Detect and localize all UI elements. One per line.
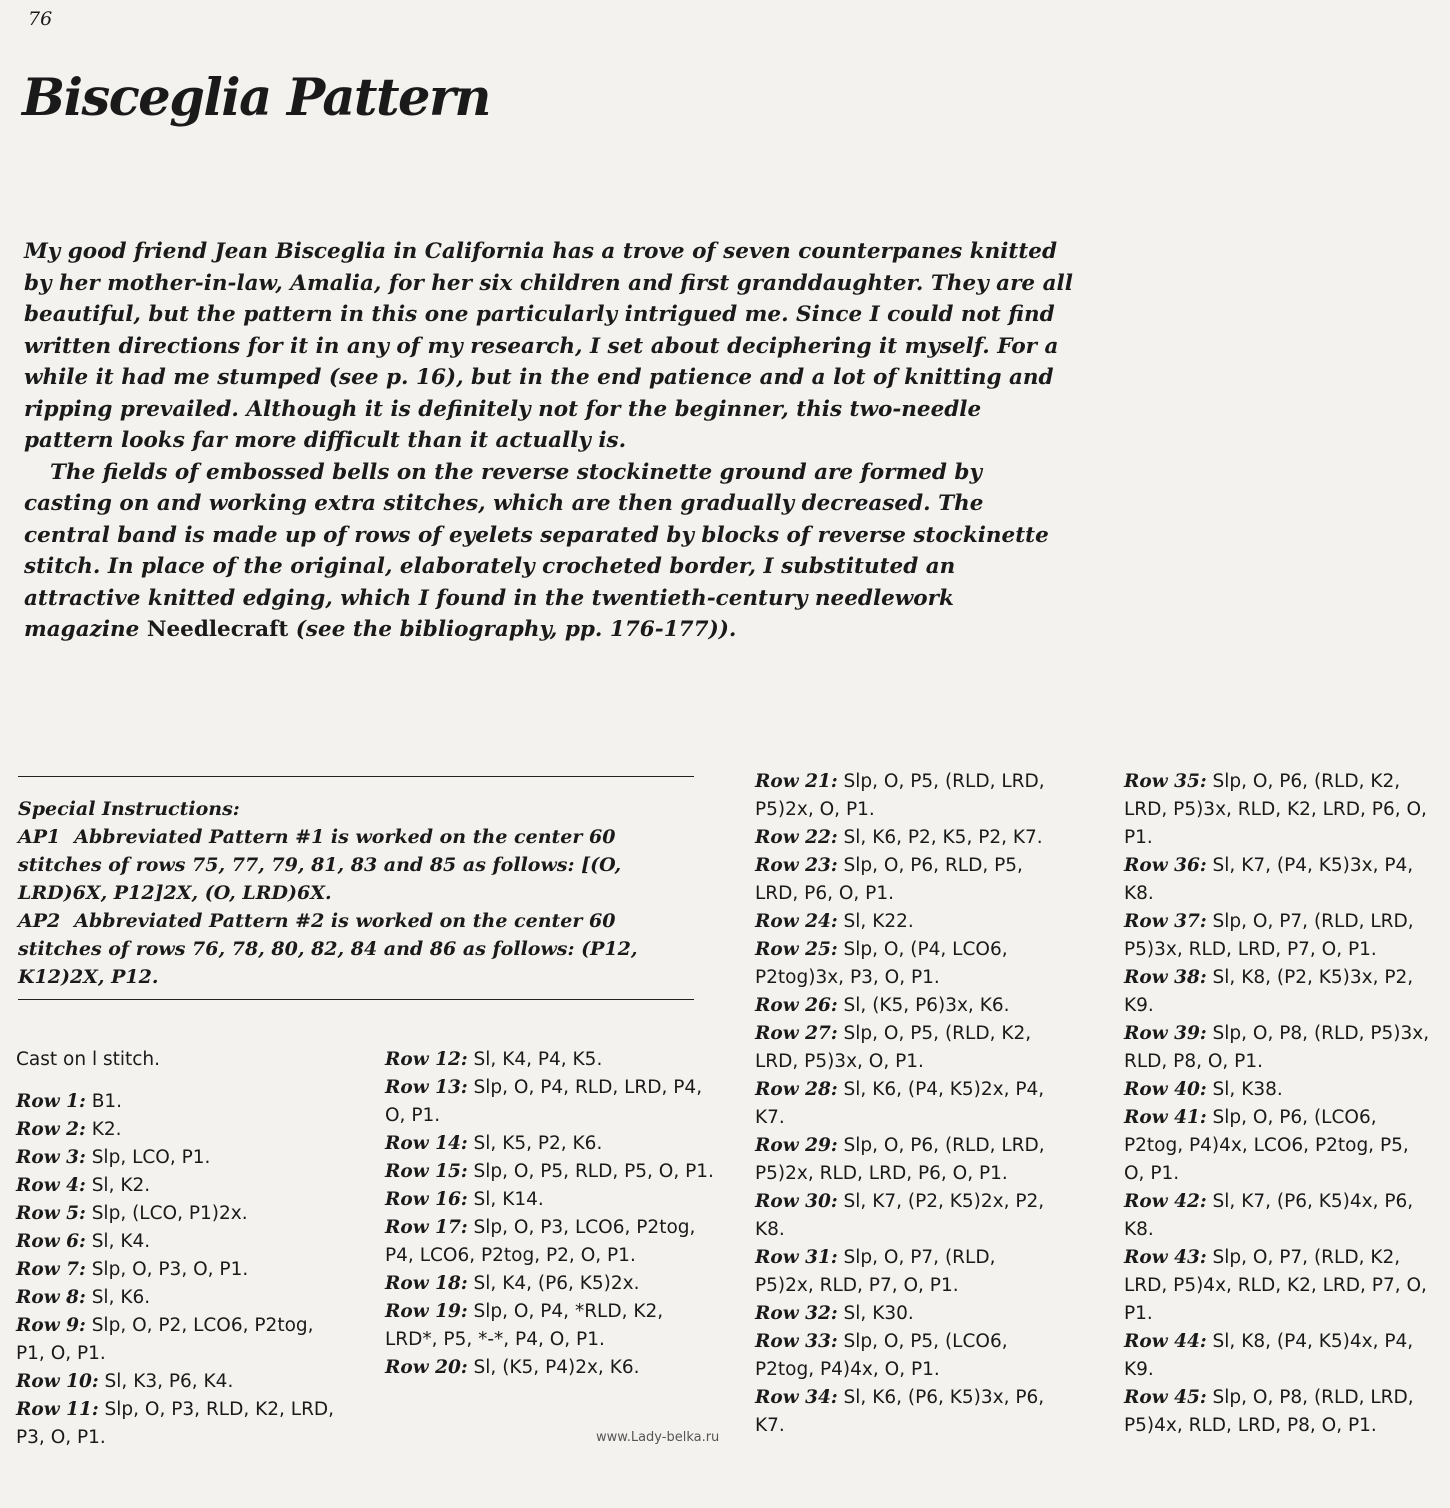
divider-bottom bbox=[18, 999, 694, 1000]
row-instruction: Row 29: Slp, O, P6, (RLD, LRD, P5)2x, RLD, LRD, P6, O, P1. bbox=[755, 1135, 1045, 1184]
rows-column-3 bbox=[755, 768, 1055, 1440]
row-instruction: Row 9: Slp, O, P2, LCO6, P2tog, P1, O, P1. bbox=[16, 1315, 314, 1364]
row-instruction: Row 19: Slp, O, P4, *RLD, K2, LRD*, P5, *-*, P4, O, P1. bbox=[385, 1301, 664, 1350]
row-instruction: Row 10: Sl, K3, P6, K4. bbox=[16, 1371, 234, 1392]
row-instruction: Row 24: Sl, K22. bbox=[755, 911, 914, 932]
intro-text bbox=[24, 236, 1074, 646]
cast-on-instruction: Cast on l stitch. bbox=[16, 1049, 161, 1070]
row-instruction: Row 16: Sl, K14. bbox=[385, 1189, 544, 1210]
row-instruction: Row 23: Slp, O, P6, RLD, P5, LRD, P6, O, P1. bbox=[755, 855, 1023, 904]
row-instruction: Row 4: Sl, K2. bbox=[16, 1175, 151, 1196]
magazine-title: Needlecraft bbox=[146, 617, 289, 642]
row-instruction: Row 21: Slp, O, P5, (RLD, LRD, P5)2x, O, P1. bbox=[755, 771, 1045, 820]
row-instruction: Row 8: Sl, K6. bbox=[16, 1287, 151, 1308]
rows-column-2 bbox=[385, 1046, 715, 1382]
row-instruction: Row 35: Slp, O, P6, (RLD, K2, LRD, P5)3x, RLD, K2, LRD, P6, O, P1. bbox=[1124, 771, 1427, 848]
rows-column-1 bbox=[16, 1046, 346, 1452]
row-instruction: Row 15: Slp, O, P5, RLD, P5, O, P1. bbox=[385, 1161, 714, 1182]
row-instruction: Row 11: Slp, O, P3, RLD, K2, LRD, P3, O, P1. bbox=[16, 1399, 335, 1448]
row-instruction: Row 20: Sl, (K5, P4)2x, K6. bbox=[385, 1357, 640, 1378]
row-instruction: Row 5: Slp, (LCO, P1)2x. bbox=[16, 1203, 248, 1224]
row-instruction: Row 26: Sl, (K5, P6)3x, K6. bbox=[755, 995, 1010, 1016]
row-instruction: Row 17: Slp, O, P3, LCO6, P2tog, P4, LCO6, P2tog, P2, O, P1. bbox=[385, 1217, 696, 1266]
row-instruction: Row 13: Slp, O, P4, RLD, LRD, P4, O, P1. bbox=[385, 1077, 703, 1126]
row-instruction: Row 6: Sl, K4. bbox=[16, 1231, 151, 1252]
row-instruction: Row 14: Sl, K5, P2, K6. bbox=[385, 1133, 603, 1154]
page-number: 76 bbox=[28, 8, 53, 30]
row-instruction: Row 41: Slp, O, P6, (LCO6, P2tog, P4)4x, LCO6, P2tog, P5, O, P1. bbox=[1124, 1107, 1409, 1184]
row-instruction: Row 38: Sl, K8, (P2, K5)3x, P2, K9. bbox=[1124, 967, 1414, 1016]
row-instruction: Row 37: Slp, O, P7, (RLD, LRD, P5)3x, RLD, LRD, P7, O, P1. bbox=[1124, 911, 1414, 960]
row-instruction: Row 2: K2. bbox=[16, 1119, 122, 1140]
row-instruction: Row 36: Sl, K7, (P4, K5)3x, P4, K8. bbox=[1124, 855, 1414, 904]
row-instruction: Row 1: B1. bbox=[16, 1091, 123, 1112]
row-instruction: Row 22: Sl, K6, P2, K5, P2, K7. bbox=[755, 827, 1043, 848]
row-instruction: Row 32: Sl, K30. bbox=[755, 1303, 914, 1324]
row-instruction: Row 28: Sl, K6, (P4, K5)2x, P4, K7. bbox=[755, 1079, 1045, 1128]
row-instruction: Row 25: Slp, O, (P4, LCO6, P2tog)3x, P3, O, P1. bbox=[755, 939, 1008, 988]
row-instruction: Row 45: Slp, O, P8, (RLD, LRD, P5)4x, RLD, LRD, P8, O, P1. bbox=[1124, 1387, 1414, 1436]
special-instructions-heading: Special Instructions: bbox=[18, 798, 240, 820]
row-instruction: Row 44: Sl, K8, (P4, K5)4x, P4, K9. bbox=[1124, 1331, 1414, 1380]
row-instruction: Row 33: Slp, O, P5, (LCO6, P2tog, P4)4x, O, P1. bbox=[755, 1331, 1008, 1380]
row-instruction: Row 30: Sl, K7, (P2, K5)2x, P2, K8. bbox=[755, 1191, 1045, 1240]
row-instruction: Row 18: Sl, K4, (P6, K5)2x. bbox=[385, 1273, 640, 1294]
divider-top bbox=[18, 776, 694, 777]
row-instruction: Row 7: Slp, O, P3, O, P1. bbox=[16, 1259, 249, 1280]
intro-paragraph-1: My good friend Jean Bisceglia in California has a trove of seven counterpanes knitted by her mother-in-law, Amalia, for her six children and first granddaughter. They are all beautiful, but the pattern in this one particularly intrigued me. Since I could not find written directions for it in any of my research, I set about deciphering it myself. For a while it had me stumped (see p. 16), but in the end patience and a lot of knitting and ripping prevailed. Although it is definitely not for the beginner, this two-needle pattern looks far more difficult than it actually is. bbox=[24, 239, 1073, 453]
row-instruction: Row 12: Sl, K4, P4, K5. bbox=[385, 1049, 603, 1070]
ap2-instruction: AP2 Abbreviated Pattern #2 is worked on the center 60 stitches of rows 76, 78, 80, 82, 84 and 86 as follows: (P12, K12)2X, P12. bbox=[18, 910, 638, 988]
row-instruction: Row 40: Sl, K38. bbox=[1124, 1079, 1283, 1100]
rows-column-4 bbox=[1124, 768, 1434, 1440]
row-instruction: Row 42: Sl, K7, (P6, K5)4x, P6, K8. bbox=[1124, 1191, 1414, 1240]
row-instruction: Row 43: Slp, O, P7, (RLD, K2, LRD, P5)4x, RLD, K2, LRD, P7, O, P1. bbox=[1124, 1247, 1427, 1324]
row-instruction: Row 34: Sl, K6, (P6, K5)3x, P6, K7. bbox=[755, 1387, 1045, 1436]
row-instruction: Row 39: Slp, O, P8, (RLD, P5)3x, RLD, P8, O, P1. bbox=[1124, 1023, 1430, 1072]
ap1-instruction: AP1 Abbreviated Pattern #1 is worked on the center 60 stitches of rows 75, 77, 79, 81, 83 and 85 as follows: [(O, LRD)6X, P12]2X, (O, LRD)6X. bbox=[18, 826, 622, 904]
special-instructions bbox=[18, 795, 694, 991]
row-instruction: Row 3: Slp, LCO, P1. bbox=[16, 1147, 211, 1168]
row-instruction: Row 31: Slp, O, P7, (RLD, P5)2x, RLD, P7, O, P1. bbox=[755, 1247, 996, 1296]
page-title: Bisceglia Pattern bbox=[22, 68, 490, 128]
row-instruction: Row 27: Slp, O, P5, (RLD, K2, LRD, P5)3x, O, P1. bbox=[755, 1023, 1032, 1072]
watermark: www.Lady-belka.ru bbox=[596, 1430, 720, 1445]
intro-paragraph-2: The fields of embossed bells on the reverse stockinette ground are formed by casting on and working extra stitches, which are then gradually decreased. The central band is made up of rows of eyelets separated by blocks of reverse stockinette stitch. In place of the original, elaborately crocheted border, I substituted an attractive knitted edging, which I found in the twentieth-century needlework magazine Needlecraft (see the bibliography, pp. 176-177)). bbox=[24, 459, 1049, 642]
